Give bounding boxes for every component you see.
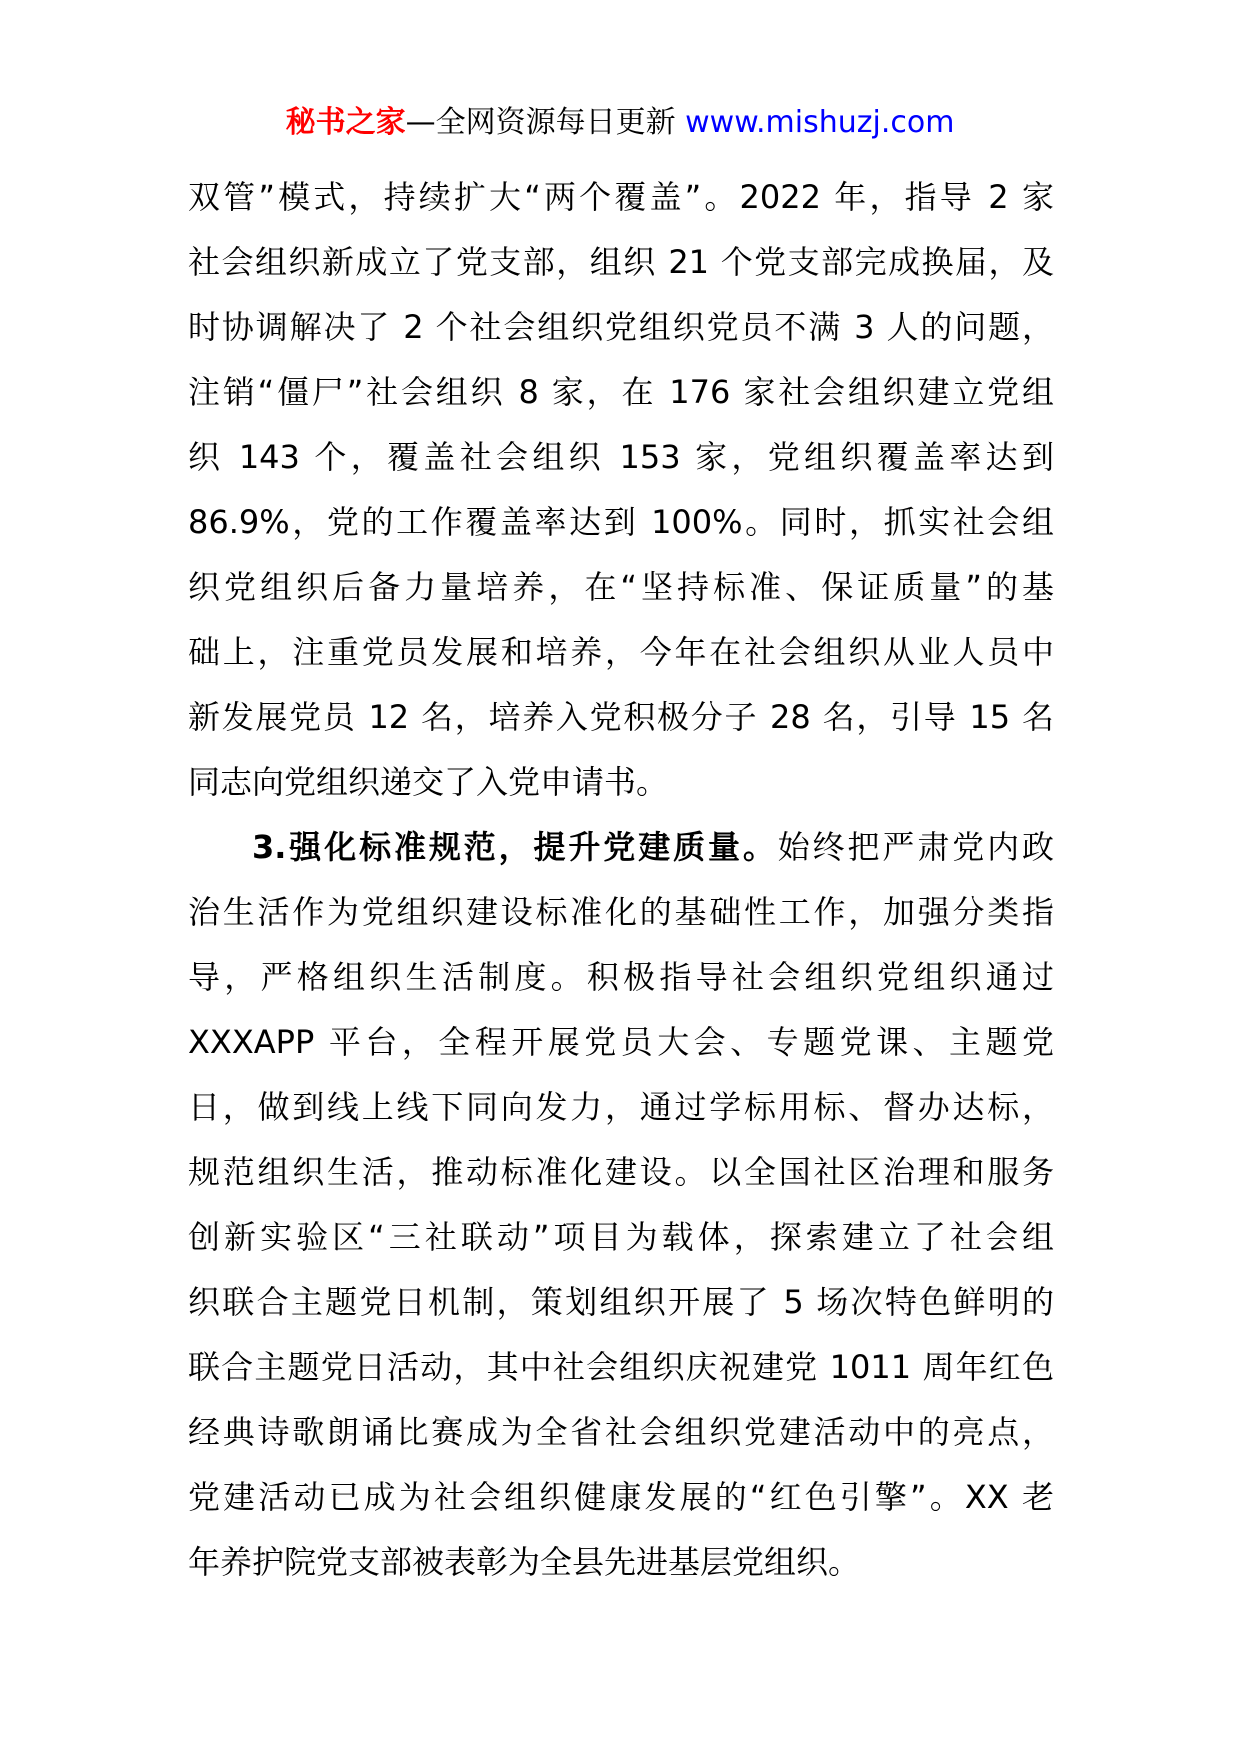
text-line: 日，做到线上线下同向发力，通过学标用标、督办达标，	[188, 1088, 1054, 1126]
text-line: 规范组织生活，推动标准化建设。以全国社区治理和服务	[188, 1153, 1054, 1191]
paragraph-1	[188, 165, 1054, 815]
heading-continuation: 始终把严肃党内政	[777, 828, 1054, 866]
text-line: 经典诗歌朗诵比赛成为全省社会组织党建活动中的亮点，	[188, 1413, 1054, 1451]
site-header	[0, 103, 1240, 143]
text-line	[188, 815, 1054, 880]
text-line: 同志向党组织递交了入党申请书。	[188, 763, 669, 801]
text-line: 联合主题党日活动，其中社会组织庆祝建党 1011 周年红色	[188, 1348, 1054, 1386]
text-line: 双管”模式，持续扩大“两个覆盖”。2022 年，指导 2 家	[188, 178, 1054, 216]
section-heading: 3.强化标准规范，提升党建质量。	[252, 828, 778, 866]
text-line: 导，严格组织生活制度。积极指导社会组织党组织通过	[188, 958, 1054, 996]
site-brand: 秘书之家	[285, 105, 406, 140]
text-line: 织联合主题党日机制，策划组织开展了 5 场次特色鲜明的	[188, 1283, 1054, 1321]
text-line: 86.9%，党的工作覆盖率达到 100%。同时，抓实社会组	[188, 503, 1054, 541]
site-tagline: —全网资源每日更新	[405, 105, 676, 140]
text-line: XXXAPP 平台，全程开展党员大会、专题党课、主题党	[188, 1023, 1054, 1061]
text-line: 党建活动已成为社会组织健康发展的“红色引擎”。XX 老	[188, 1478, 1054, 1516]
text-line: 社会组织新成立了党支部，组织 21 个党支部完成换届，及	[188, 243, 1054, 281]
site-url-link[interactable]: www.mishuzj.com	[685, 105, 955, 140]
document-body	[188, 165, 1054, 1595]
text-line: 础上，注重党员发展和培养，今年在社会组织从业人员中	[188, 633, 1054, 671]
text-line: 新发展党员 12 名，培养入党积极分子 28 名，引导 15 名	[188, 698, 1054, 736]
paragraph-2	[188, 815, 1054, 1595]
text-line: 治生活作为党组织建设标准化的基础性工作，加强分类指	[188, 893, 1054, 931]
text-line: 创新实验区“三社联动”项目为载体，探索建立了社会组	[188, 1218, 1054, 1256]
text-line: 年养护院党支部被表彰为全县先进基层党组织。	[188, 1543, 861, 1581]
text-line: 织党组织后备力量培养，在“坚持标准、保证质量”的基	[188, 568, 1054, 606]
text-line: 时协调解决了 2 个社会组织党组织党员不满 3 人的问题，	[188, 308, 1054, 346]
text-line: 织 143 个，覆盖社会组织 153 家，党组织覆盖率达到	[188, 438, 1054, 476]
text-line: 注销“僵尸”社会组织 8 家，在 176 家社会组织建立党组	[188, 373, 1054, 411]
